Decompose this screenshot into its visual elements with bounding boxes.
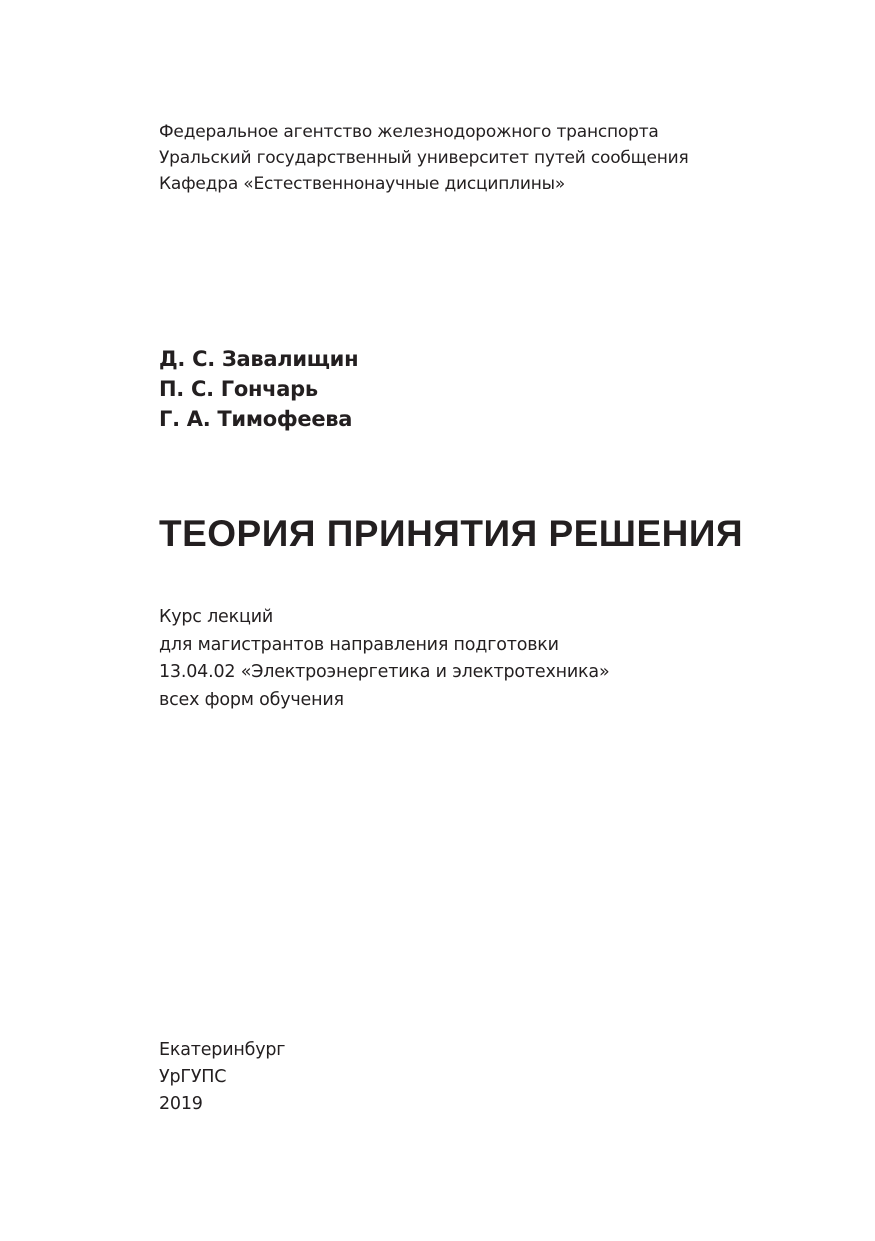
author-name: Д. С. Завалищин [159, 347, 359, 371]
university-name: Уральский государственный университет путей сообщения [159, 148, 689, 168]
program-code: 13.04.02 «Электроэнергетика и электротехника» [159, 662, 610, 682]
audience: для магистрантов направления подготовки [159, 634, 559, 655]
study-forms: всех форм обучения [159, 689, 344, 710]
imprint-publisher: УрГУПС [159, 1067, 227, 1087]
author-name: Г. А. Тимофеева [159, 407, 353, 431]
title-text: ТЕОРИЯ ПРИНЯТИЯ РЕШЕНИЯ [159, 513, 744, 554]
authors-list [159, 344, 358, 434]
imprint-city: Екатеринбург [159, 1040, 286, 1060]
author-name: П. С. Гончарь [159, 377, 318, 401]
imprint-year: 2019 [159, 1094, 203, 1114]
organization-header [159, 119, 689, 197]
document-title [159, 510, 743, 558]
course-description [159, 604, 609, 714]
course-type: Курс лекций [159, 607, 274, 627]
department-name: Кафедра «Естественнонаучные дисциплины» [159, 174, 566, 194]
imprint [159, 1037, 285, 1118]
agency-name: Федеральное агентство железнодорожного транспорта [159, 122, 659, 142]
